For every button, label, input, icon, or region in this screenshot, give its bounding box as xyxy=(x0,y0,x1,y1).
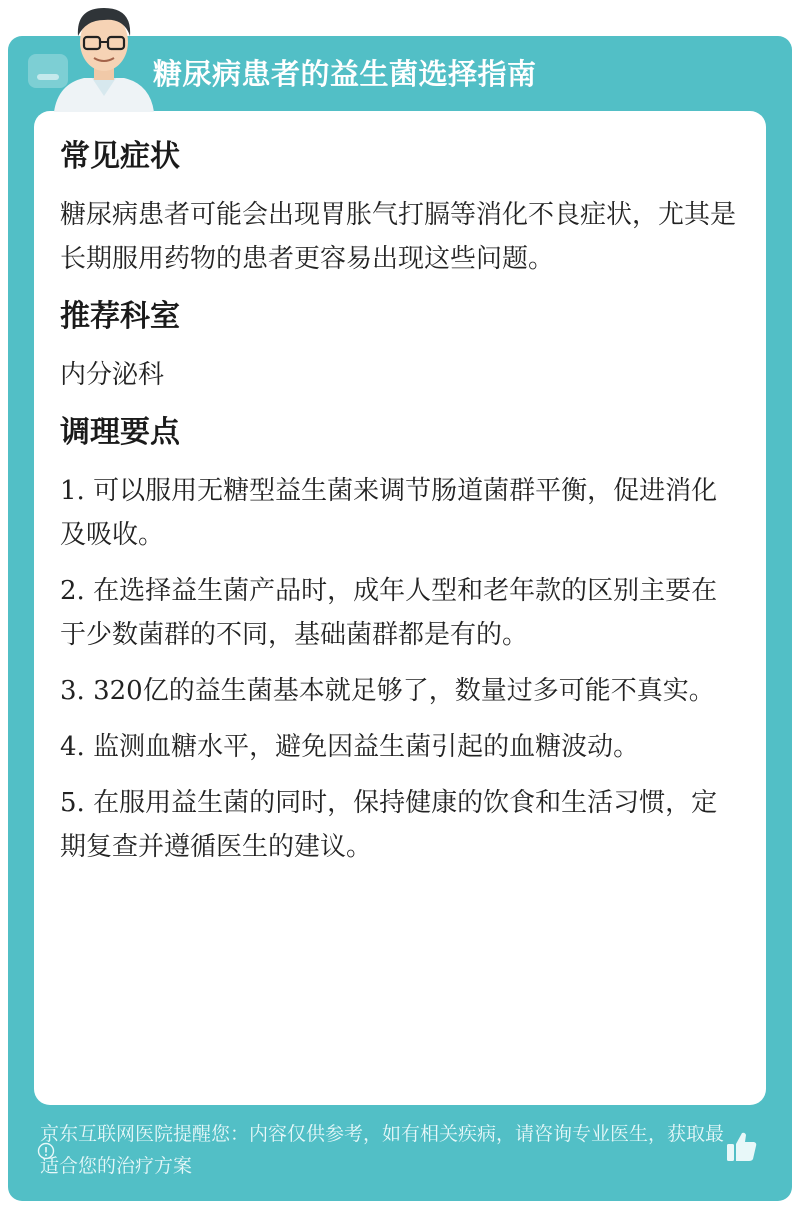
list-item xyxy=(60,781,742,869)
list-item xyxy=(60,469,742,557)
list-item xyxy=(60,569,742,657)
thumbs-up-icon[interactable] xyxy=(724,1129,760,1165)
section-heading-symptoms: 常见症状 xyxy=(60,139,180,174)
list-item-number: 1. xyxy=(60,476,85,506)
page-title: 糖尿病患者的益生菌选择指南 xyxy=(153,57,537,91)
doctor-avatar xyxy=(44,0,164,112)
list-item-text: 亿的益生菌基本就足够了，数量过多可能不真实。 xyxy=(142,676,715,706)
list-item-text: 可以服用无糖型益生菌来调节肠道菌群平衡，促进消化及吸收。 xyxy=(60,476,718,550)
section-heading-department: 推荐科室 xyxy=(60,299,180,334)
content-panel xyxy=(34,111,766,1105)
list-item-text: 在服用益生菌的同时，保持健康的饮食和生活习惯，定期复查并遵循医生的建议。 xyxy=(60,788,718,862)
list-item-number: 4. xyxy=(60,732,85,762)
list-item-text: 在选择益生菌产品时，成年人型和老年款的区别主要在于少数菌群的不同，基础菌群都是有的。 xyxy=(60,576,718,650)
list-item-text: 监测血糖水平，避免因益生菌引起的血糖波动。 xyxy=(93,732,640,762)
list-item-number: 5. xyxy=(60,788,85,818)
section-body-symptoms: 糖尿病患者可能会出现胃胀气打膈等消化不良症状，尤其是长期服用药物的患者更容易出现这些问题。 xyxy=(60,200,737,274)
disclaimer-text: 京东互联网医院提醒您：内容仅供参考，如有相关疾病，请咨询专业医生，获取最适合您的治疗方案 xyxy=(40,1123,725,1177)
list-item xyxy=(60,669,742,713)
list-item xyxy=(60,725,742,769)
section-heading-tips: 调理要点 xyxy=(60,415,180,450)
list-item-number: 2. xyxy=(60,576,85,606)
list-item-number: 3. 320 xyxy=(60,676,143,706)
section-body-department: 内分泌科 xyxy=(60,360,165,390)
